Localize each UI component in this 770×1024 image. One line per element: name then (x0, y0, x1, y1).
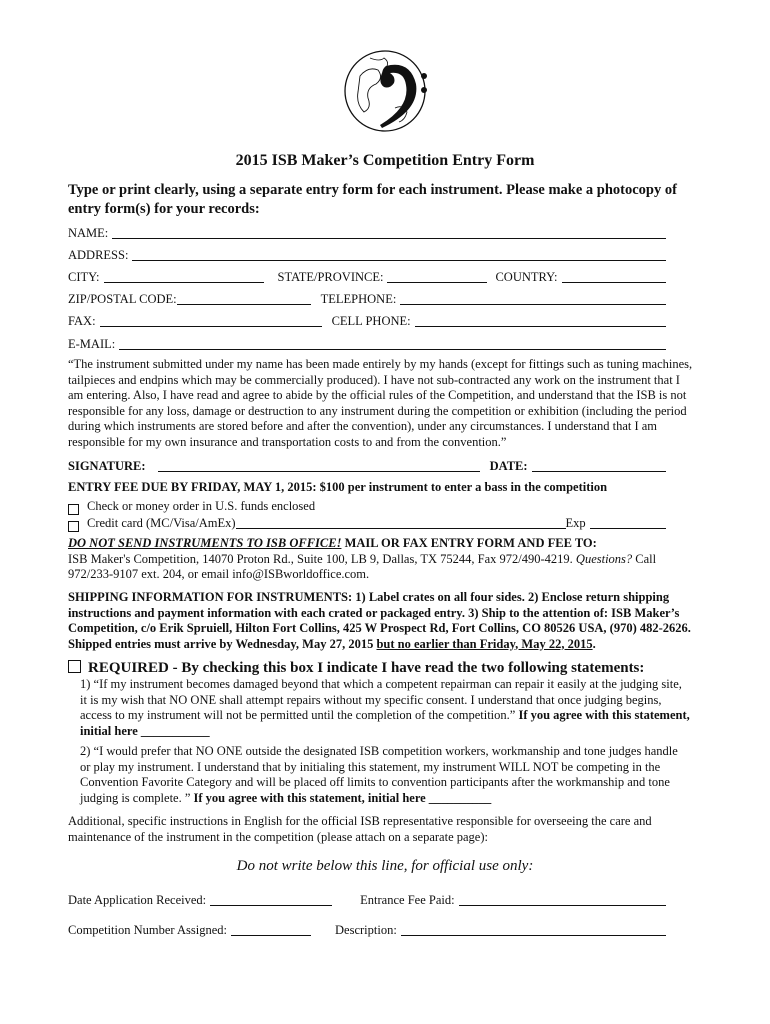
statement-two (80, 744, 690, 806)
city-row (68, 267, 666, 285)
date-received-field[interactable] (210, 893, 332, 906)
statement-two-initial[interactable]: If you agree with this statement, initial here __________ (193, 790, 492, 805)
credit-card-checkbox[interactable] (68, 521, 79, 532)
office-row-one (68, 890, 666, 908)
description-field[interactable] (401, 923, 666, 936)
date-field[interactable] (532, 459, 666, 472)
statement-one-text: 1) “If my instrument becomes damaged beyond that which a competent repairman can repair it easily at the judging site, it is my wish that NO ONE shall attempt repairs without my specific consent. I understand that once judging begins, access to my instrument will not be permitted until the completion of the competition.” (80, 677, 682, 722)
address-row (68, 245, 666, 263)
form-title: 2015 ISB Maker’s Competition Entry Form (235, 152, 535, 169)
credit-card-field[interactable] (236, 516, 566, 529)
office-row-two (68, 920, 666, 938)
mail-block (68, 536, 693, 583)
credit-card-label: Credit card (MC/Visa/AmEx) (87, 516, 236, 530)
exp-label: Exp (565, 516, 586, 530)
required-heading: REQUIRED - By checking this box I indicate I have read the two following statements: (88, 660, 645, 676)
description-label: Description: (335, 923, 397, 937)
fee-heading: ENTRY FEE DUE BY FRIDAY, MAY 1, 2015: $100 per instrument to enter a bass in the competition (68, 480, 608, 494)
date-label: DATE: (489, 459, 528, 473)
telephone-field[interactable] (400, 292, 666, 305)
address-label: ADDRESS: (68, 248, 129, 262)
statement-two-text: 2) “I would prefer that NO ONE outside the designated ISB competition workers, workmanship and tone judges handle or play my instrument. I understand that by initialing this statement, my instrument WILL NOT be competing in the Convention Favorite Category and will be placed off limits to convention participants after the workmanship and tone judging is complete. ” (80, 744, 678, 805)
required-heading-row (68, 659, 644, 677)
form-instructions: Type or print clearly, using a separate entry form for each instrument. Please make a photocopy of entry form(s) for your records: (68, 182, 677, 217)
declaration-text: “The instrument submitted under my name has been made entirely by my hands (except for fittings such as tuning machines, tailpieces and endpins which may be commercially produced). I have not sub-contracted any work on the instrument that I am entering. Also, I have read and agree to abide by the official rules of the Competition, and understand that the ISB is not responsible for any loss, damage or destruction to any instrument during the competition or exhibition (including the period during which instruments are stored before and after the convention), under any circumstances. I understand that I am responsible for my own insurance and transportation costs to and from the convention.” (68, 357, 693, 449)
cell-label: CELL PHONE: (331, 314, 411, 328)
country-label: COUNTRY: (495, 270, 558, 284)
state-label: STATE/PROVINCE: (277, 270, 384, 284)
check-payment-label: Check or money order in U.S. funds enclosed (87, 499, 316, 513)
telephone-label: TELEPHONE: (320, 292, 397, 306)
fee-check-row (68, 496, 666, 514)
email-label: E-MAIL: (68, 337, 116, 351)
fee-card-row (68, 513, 666, 531)
required-checkbox[interactable] (68, 660, 81, 673)
state-field[interactable] (387, 270, 487, 283)
shipping-text: SHIPPING INFORMATION FOR INSTRUMENTS: 1) Label crates on all four sides. 2) Enclose return shipping instructions and payment information with each crated or packaged entry. 3) Ship to the attention of: ISB Maker’s Competition, c/o Erik Spruiell, Hilton Fort Collins, 425 W Prospect Rd, Fort Collins, CO 80526 USA, (970) 482-2626. Shipped entries must arrive by Wednesday, May 27, 2015 (68, 590, 691, 651)
cell-field[interactable] (415, 314, 666, 327)
shipping-block (68, 590, 693, 652)
signature-field[interactable] (158, 459, 480, 472)
isb-logo-icon (340, 46, 440, 136)
email-field[interactable] (119, 337, 666, 350)
mail-address: ISB Maker's Competition, 14070 Proton Rd., Suite 100, LB 9, Dallas, TX 75244, Fax 972/490-4219. (68, 551, 576, 566)
email-row (68, 334, 666, 352)
fax-label: FAX: (68, 314, 96, 328)
city-label: CITY: (68, 270, 100, 284)
fax-row (68, 311, 666, 329)
city-field[interactable] (104, 270, 264, 283)
zip-label: ZIP/POSTAL CODE: (68, 292, 177, 306)
statement-one-initial[interactable]: If you agree with this statement, initial here ___________ (80, 708, 690, 738)
exp-field[interactable] (590, 516, 666, 529)
mail-heading: MAIL OR FAX ENTRY FORM AND FEE TO: (341, 536, 597, 550)
competition-number-label: Competition Number Assigned: (68, 923, 228, 937)
signature-row (68, 456, 666, 474)
fee-paid-field[interactable] (459, 893, 666, 906)
office-warning: DO NOT SEND INSTRUMENTS TO ISB OFFICE! (68, 536, 342, 550)
name-field[interactable] (112, 226, 666, 239)
fax-field[interactable] (100, 314, 322, 327)
name-label: NAME: (68, 226, 109, 240)
signature-label: SIGNATURE: (68, 459, 146, 473)
official-use-heading: Do not write below this line, for official use only: (236, 858, 534, 874)
shipping-dates: but no earlier than Friday, May 22, 2015 (376, 636, 593, 651)
country-field[interactable] (562, 270, 666, 283)
date-received-label: Date Application Received: (68, 893, 207, 907)
questions-text: Questions? (575, 551, 633, 566)
additional-instructions: Additional, specific instructions in English for the official ISB representative responsible for overseeing the care and maintenance of the instrument in the competition (please attach on a separate page): (68, 814, 652, 844)
name-row (68, 223, 666, 241)
competition-number-field[interactable] (231, 923, 311, 936)
statement-one (80, 677, 690, 739)
address-field[interactable] (132, 248, 666, 261)
zip-field[interactable] (177, 292, 311, 305)
call-text: Call 972/233-9107 ext. 204, or email info@ISBworldoffice.com. (68, 551, 657, 581)
fee-paid-label: Entrance Fee Paid: (360, 893, 455, 907)
zip-row (68, 289, 666, 307)
shipping-end: . (592, 636, 596, 651)
